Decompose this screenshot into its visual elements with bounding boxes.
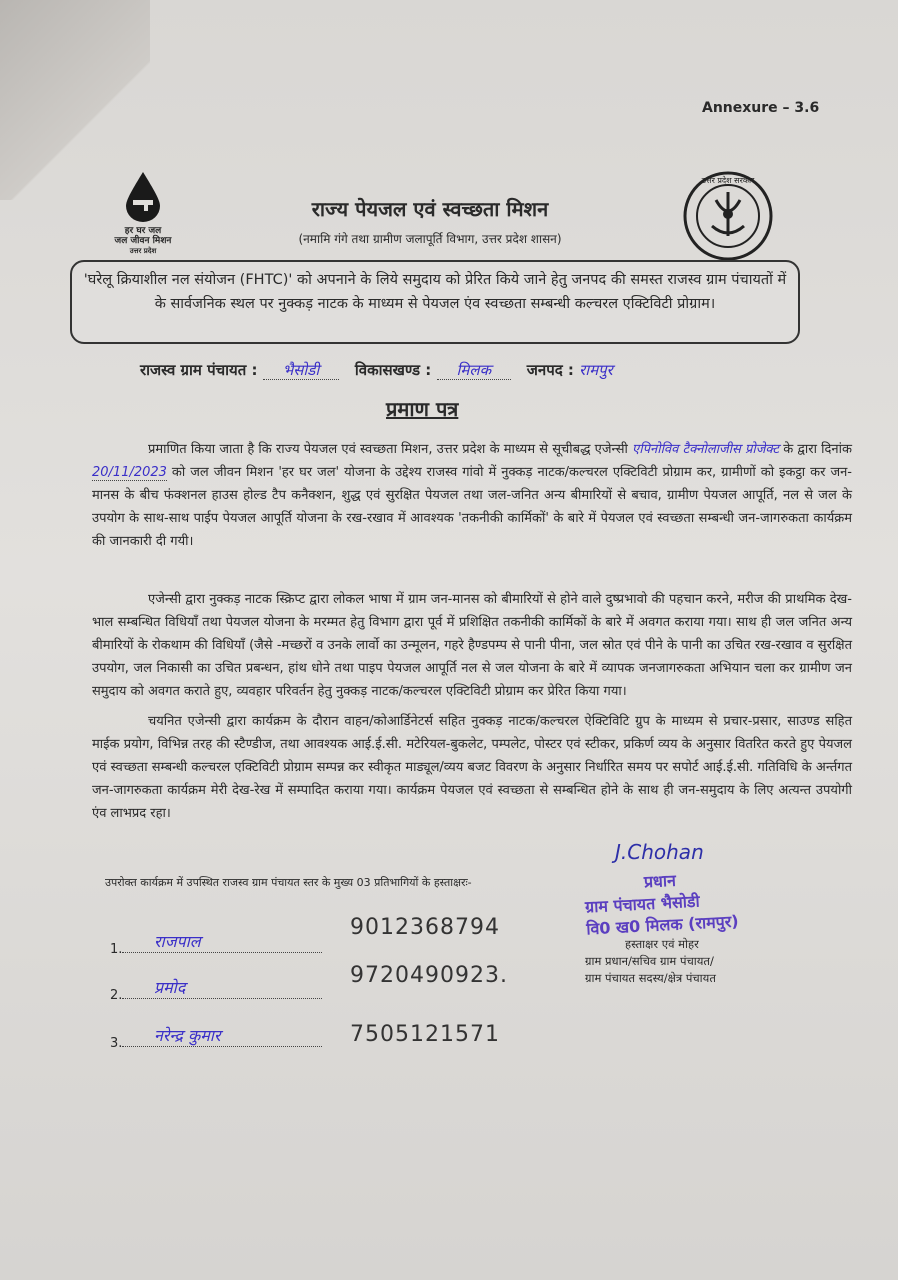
gram-panchayat-label: राजस्व ग्राम पंचायत : xyxy=(140,361,258,379)
attendee-row xyxy=(110,1026,322,1051)
signatory-role-line-1: ग्राम प्रधान/सचिव ग्राम पंचायत/ xyxy=(585,954,714,968)
attendee-number: 2. xyxy=(110,988,123,1003)
up-government-emblem xyxy=(682,170,774,262)
attendee-signature: नरेन्द्र कुमार xyxy=(154,1026,221,1045)
location-fields xyxy=(140,360,613,380)
mission-header xyxy=(180,195,680,247)
water-drop-icon xyxy=(122,170,164,222)
para1-text-c: को जल जीवन मिशन 'हर घर जल' योजना के उद्देश्य राजस्व गांवो में नुक्कड़ नाटक/कल्चरल एक्टिविटी प्रोग्राम कर, ग्रामीणों को इकट्ठा कर जन-मानस के बीच फंक्शनल हाउस होल्ड टैप कनैक्शन, शुद्ध एवं सुरक्षित पेयजल तथा जल-जनित अन्य बीमारियों से बचाव, ग्रामीण पेयजल आपूर्ति, नल से जल के उपयोग के साथ-साथ पाईप पेयजल आपूर्ति योजना के रख-रखाव में आवश्यक 'तकनीकी कार्मिकों' के बारे में पेयजल एवं स्वच्छता सम्बन्धी जन-जागरुकता कार्यक्रम की जानकारी दी गयी। xyxy=(92,465,852,549)
certificate-title: प्रमाण पत्र xyxy=(386,397,459,421)
official-stamp xyxy=(583,862,836,941)
emblem-text: उत्तर प्रदेश सरकार xyxy=(701,176,755,185)
attendee-phone: 9720490923. xyxy=(350,963,508,988)
signature-seal-label: हस्ताक्षर एवं मोहर xyxy=(625,937,699,951)
attendee-signature: राजपाल xyxy=(154,932,201,951)
signatory-labels xyxy=(585,936,835,987)
para1-text-b: के द्वारा दिनांक xyxy=(783,442,852,457)
paragraph-2 xyxy=(92,588,852,703)
program-description-box: 'घरेलू क्रियाशील नल संयोजन (FHTC)' को अपनाने के लिये समुदाय को प्रेरित किये जाने हेतु जनपद की समस्त राजस्व ग्राम पंचायतों में के सार्वजनिक स्थल पर नुक्कड़ नाटक के माध्यम से पेयजल एंव स्वच्छता सम्बन्धी कल्चरल एक्टिविटी प्रोग्राम। xyxy=(70,260,800,344)
attendee-row xyxy=(110,932,322,957)
certificate-page xyxy=(30,20,880,1270)
attendee-row xyxy=(110,978,322,1003)
stamp-line-2: ग्राम पंचायत भैसोडी xyxy=(584,891,701,917)
signatory-role-line-2: ग्राम पंचायत सदस्य/क्षेत्र पंचायत xyxy=(585,971,716,985)
agency-name-handwritten: एपिनोविव टैक्नोलाजीस प्रोजेक्ट xyxy=(632,442,780,457)
mission-title: राज्य पेयजल एवं स्वच्छता मिशन xyxy=(311,197,549,221)
attendees-intro: उपरोक्त कार्यक्रम में उपस्थित राजस्व ग्राम पंचायत स्तर के मुख्य 03 प्रतिभागियों के हस्ताक्षरः- xyxy=(105,876,472,889)
logo-line-2: जल जीवन मिशन xyxy=(114,236,172,246)
paragraph-3 xyxy=(92,710,852,825)
attendee-number: 3. xyxy=(110,1036,123,1051)
stamp-line-1: प्रधान xyxy=(643,870,677,892)
district-value: रामपुर xyxy=(579,361,613,379)
attendee-number: 1. xyxy=(110,942,123,957)
block-value: मिलक xyxy=(437,361,512,380)
paragraph-1 xyxy=(92,438,852,553)
program-date-handwritten: 20/11/2023 xyxy=(92,465,167,480)
attendee-phone: 9012368794 xyxy=(350,915,500,940)
para1-text-a: प्रमाणित किया जाता है कि राज्य पेयजल एवं स्वच्छता मिशन, उत्तर प्रदेश के माध्यम से सूचीबद्ध एजेन्सी xyxy=(148,442,628,457)
block-label: विकासखण्ड : xyxy=(354,361,432,379)
annexure-label: Annexure – 3.6 xyxy=(702,100,820,116)
para3-text: चयनित एजेन्सी द्वारा कार्यक्रम के दौरान वाहन/कोआर्डिनेटर्स सहित नुक्कड़ नाटक/कल्चरल ऐक्टिविटि ग्रुप के माध्यम से प्रचार-प्रसार, साउण्ड सहित माईक प्रयोग, विभिन्न तरह की स्टैण्डीज, तथा आवश्यक आई.ई.सी. मटेरियल-बुकलेट, पम्पलेट, पोस्टर एवं स्टीकर, प्रकिर्ण व्यय के अनुसार वितरित करते हुए पेयजल एवं स्वच्छता सम्बन्धी कल्चरल एक्टिविटी प्रोग्राम सम्पन्न कर स्वीकृत माड्यूल/व्यय बजट विवरण के अनुसार निर्धारित समय पर सपोर्ट आई.ई.सी. गतिविधि के अर्न्तगत जन-जागरुकता कार्यक्रम मेरी देख-रेख में सम्पादित कराया गया। कार्यक्रम पेयजल एवं स्वच्छता से सम्बन्धित होने के साथ ही जन-समुदाय के लिए अत्यन्त उपयोगी एंव लाभप्रद रहा। xyxy=(92,714,852,821)
para2-text: एजेन्सी द्वारा नुक्कड़ नाटक स्क्रिप्ट द्वारा लोकल भाषा में ग्राम जन-मानस को बीमारियों से होने वाले दुष्प्रभावो की पहचान करने, मरीज की प्राथमिक देख-भाल सम्बन्धित विधियाँ तथा पेयजल योजना के मरम्मत हेतु विभाग द्वारा पूर्व में प्रशिक्षित तकनीकी कार्मिकों के बारे में अवगत कराया गया। साथ ही जल जनित अन्य बीमारियों के रोकथाम की विधियाँ (जैसे -मच्छरों व उनके लार्वो का उन्मूलन, गहरे हैण्डपम्प से पानी पीना, जल स्रोत एवं पीने के पानी का उचित रख-रखाव व सुरक्षित उपयोग, जल निकासी का उचित प्रबन्धन, हांथ धोने तथा पाइप पेयजल आपूर्ति नल से जल योजना के बारे में व्यापक जनजागरुकता अभियान चला कर ग्रामीण जन समुदाय को अवगत कराते हुए, व्यवहार परिवर्तन हेतु नुक्कड़ नाटक/कल्चरल एक्टिविटी प्रोग्राम कर प्रेरित किया गया। xyxy=(92,592,852,699)
mission-subtitle: (नमामि गंगे तथा ग्रामीण जलापूर्ति विभाग, उत्तर प्रदेश शासन) xyxy=(298,232,562,246)
pradhan-signature: J.Chohan xyxy=(615,840,704,864)
logo-line-3: उत्तर प्रदेश xyxy=(129,247,157,255)
gram-panchayat-value: भैसोडी xyxy=(263,361,339,380)
attendee-signature: प्रमोद xyxy=(154,978,186,997)
district-label: जनपद : xyxy=(526,361,574,379)
har-ghar-jal-logo xyxy=(98,170,188,256)
stamp-line-3: वि0 ख0 मिलक (रामपुर) xyxy=(585,911,740,939)
logo-line-1: हर घर जल xyxy=(124,226,162,236)
attendee-phone: 7505121571 xyxy=(350,1022,500,1047)
pradhan-signature-block xyxy=(585,840,835,987)
